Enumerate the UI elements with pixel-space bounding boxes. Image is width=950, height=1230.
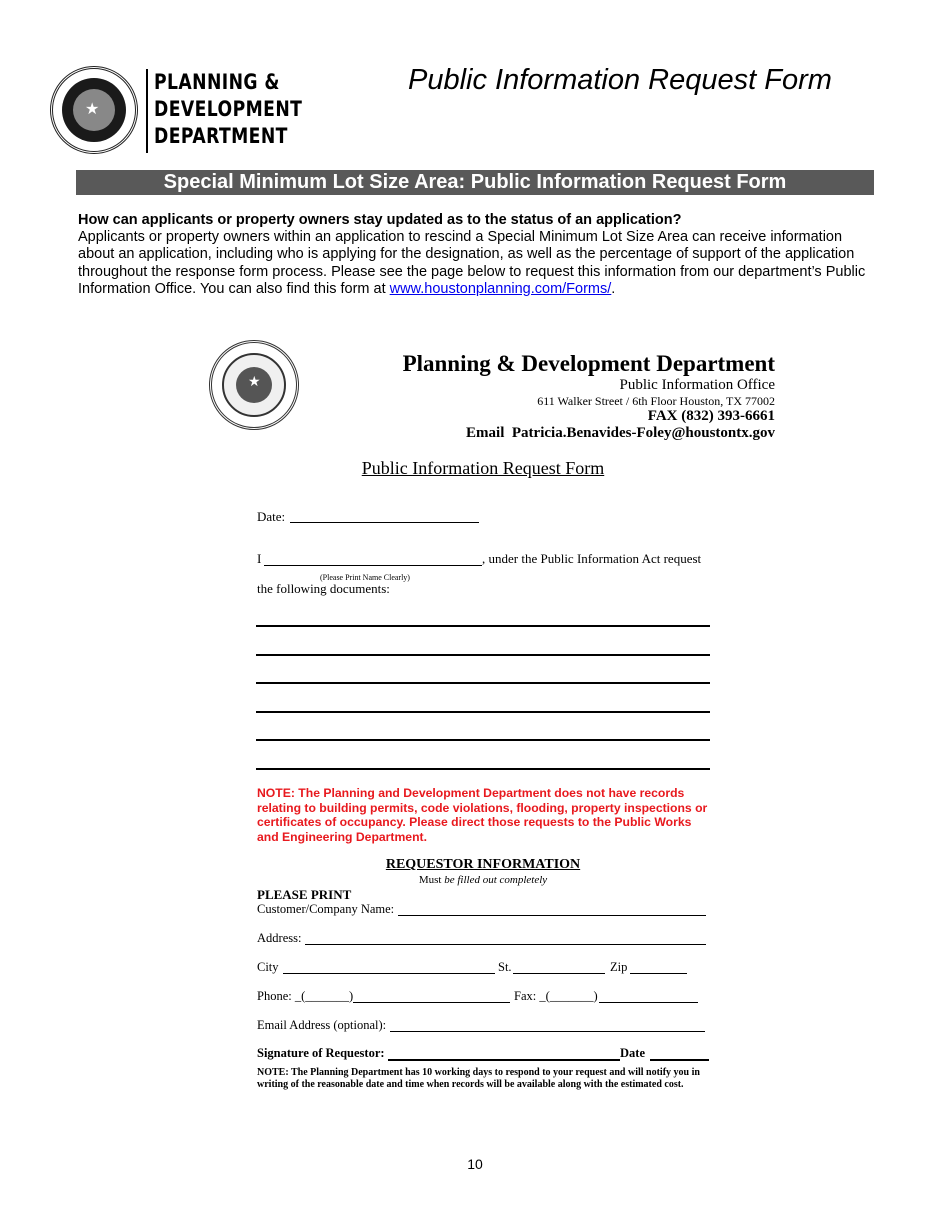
intro-paragraph <box>78 229 878 298</box>
docs-text: the following documents: <box>257 581 390 596</box>
document-line-5[interactable] <box>256 739 710 741</box>
phone-input[interactable] <box>353 988 510 1003</box>
dept-logo-line1: PLANNING & <box>154 70 280 94</box>
state-label: St. <box>498 960 512 974</box>
form-email: Patricia.Benavides-Foley@houstontx.gov <box>511 425 775 441</box>
zip-label: Zip <box>610 960 628 974</box>
date-label: Date: <box>257 509 286 524</box>
form-dept-title: Planning & Development Department <box>402 351 775 376</box>
intro-question: How can applicants or property owners stay updated as to the status of an application? <box>78 212 682 228</box>
form-title: Public Information Request Form <box>361 458 605 478</box>
form-seal-logo: ★ <box>209 340 299 430</box>
requestor-title: REQUESTOR INFORMATION <box>385 857 581 872</box>
signature-date-label: Date <box>620 1046 645 1060</box>
signature-date-input[interactable] <box>650 1045 709 1061</box>
intro-body: Applicants or property owners within an application to rescind a Special Minimum Lot Size Area can receive information about an application, including who is applying for the designation, as well as the percentage of support of the application throughout the response form process. Please see the page below to request this information from our department’s Public Information Office. You can also find this form at <box>78 229 866 297</box>
city-label: City <box>257 960 279 974</box>
intro-end: . <box>611 280 616 297</box>
dept-logo-line3: DEPARTMENT <box>154 124 288 148</box>
signature-label: Signature of Requestor: <box>257 1046 385 1060</box>
logo-divider <box>146 69 148 153</box>
form-fax: FAX (832) 393-6661 <box>647 408 775 424</box>
forms-link[interactable]: www.houstonplanning.com/Forms/ <box>389 280 612 297</box>
zip-input[interactable] <box>630 959 687 974</box>
document-line-1[interactable] <box>256 625 710 627</box>
address-label: Address: <box>257 931 302 945</box>
act-text: , under the Public Information Act request <box>482 551 702 566</box>
red-note: NOTE: The Planning and Development Department does not have records relating to building permits, code violations, flooding, property inspections or certificates of occupancy. Please direct those requests to the Public Works and Engineering Department. <box>257 786 708 844</box>
print-hint: (Please Print Name Clearly) <box>320 573 410 582</box>
dept-logo-line2: DEVELOPMENT <box>154 97 303 121</box>
banner-title: Special Minimum Lot Size Area: Public Information Request Form <box>163 171 787 193</box>
form-address: 611 Walker Street / 6th Floor Houston, TX 77002 <box>537 394 775 408</box>
city-input[interactable] <box>283 959 495 974</box>
i-label: I <box>257 551 262 566</box>
customer-label: Customer/Company Name: <box>257 902 395 916</box>
document-line-2[interactable] <box>256 654 710 656</box>
fax-input[interactable] <box>599 988 698 1003</box>
requestor-sub-b: be filled out completely <box>444 874 548 886</box>
email-input[interactable] <box>390 1017 705 1032</box>
form-office: Public Information Office <box>619 377 775 393</box>
please-print: PLEASE PRINT <box>257 887 352 902</box>
name-input[interactable] <box>264 552 482 566</box>
state-input[interactable] <box>513 959 605 974</box>
city-seal-logo: ★ <box>50 66 138 154</box>
bottom-note: NOTE: The Planning Department has 10 working days to respond to your request and will notify you in writing of the reasonable date and time when records will be available along with the estimated cost. <box>257 1067 700 1091</box>
requestor-sub-a: Must <box>418 874 445 886</box>
date-input[interactable] <box>290 508 479 523</box>
signature-input[interactable] <box>388 1045 620 1061</box>
fax-label: Fax: _(_______) <box>514 989 598 1003</box>
requestor-subtitle <box>330 874 636 886</box>
email-optional-label: Email Address (optional): <box>257 1018 387 1032</box>
phone-label: Phone: _(_______) <box>257 989 354 1003</box>
dept-logo-text <box>154 69 302 150</box>
page-number: 10 <box>467 1156 483 1172</box>
form-email-line <box>380 425 775 442</box>
document-line-3[interactable] <box>256 682 710 684</box>
customer-input[interactable] <box>398 901 706 916</box>
document-line-6[interactable] <box>256 768 710 770</box>
form-email-label: Email <box>466 425 505 441</box>
address-input[interactable] <box>305 930 706 945</box>
document-line-4[interactable] <box>256 711 710 713</box>
page-title: Public Information Request Form <box>408 64 832 96</box>
